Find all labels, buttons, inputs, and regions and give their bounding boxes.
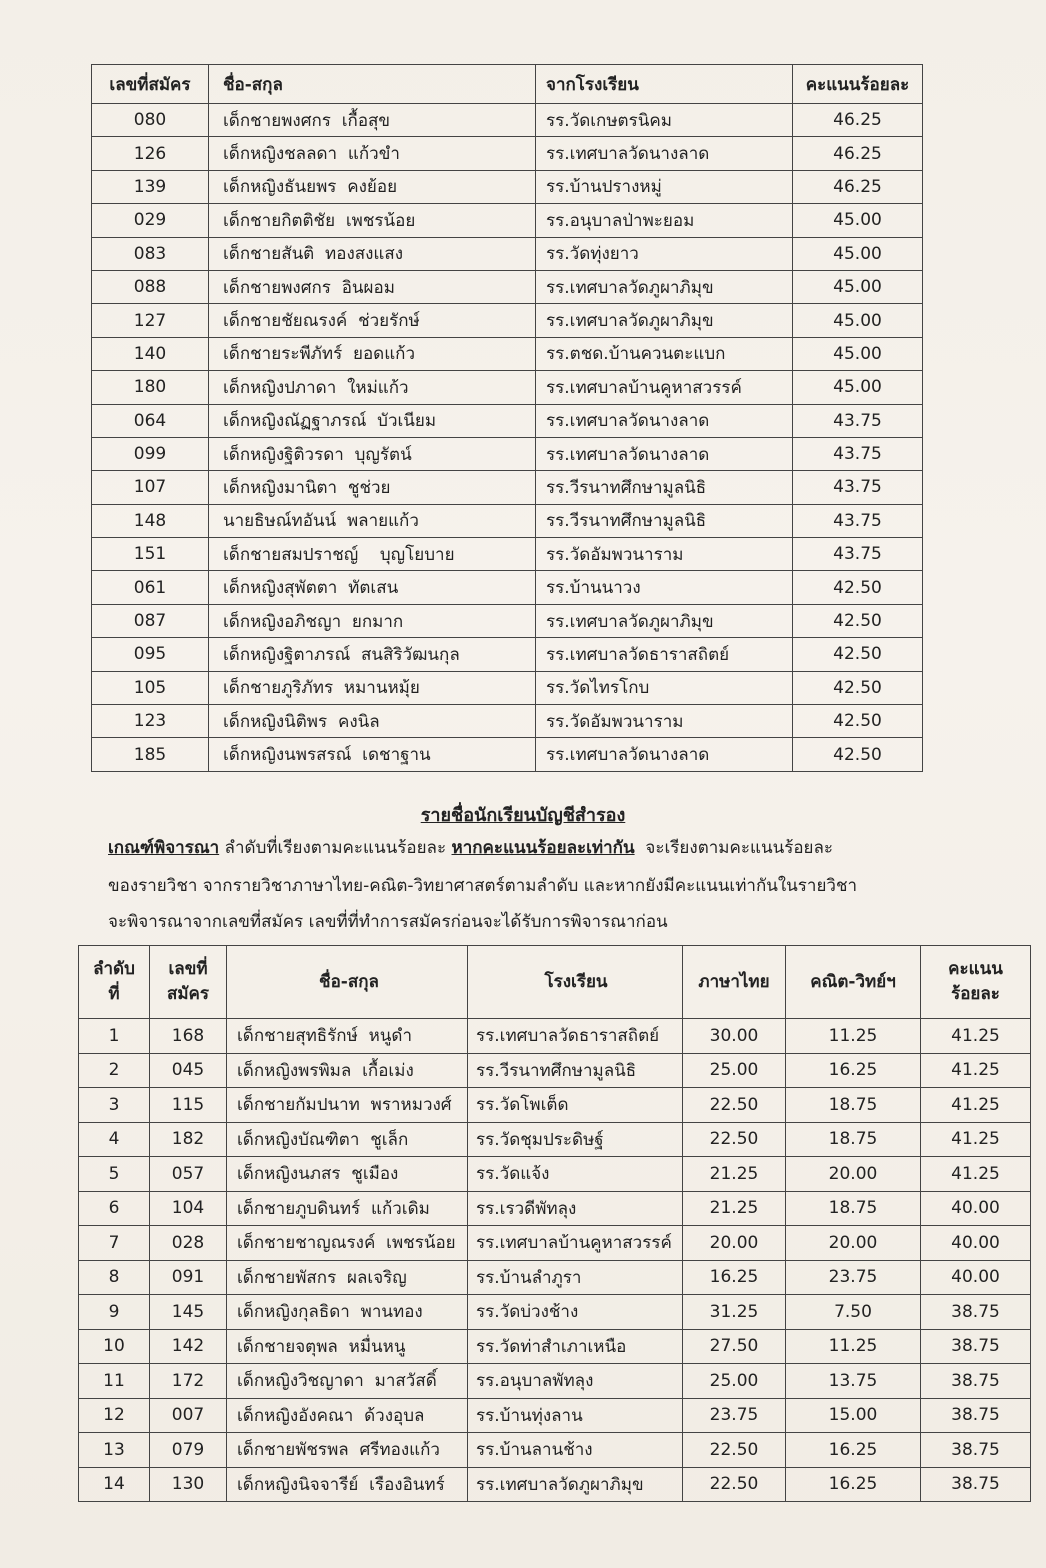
name-cell: เด็กชายพัชรพล ศรีทองแก้ว [227, 1433, 468, 1468]
table-row [79, 1053, 1031, 1088]
table-row [92, 671, 923, 704]
name-cell: เด็กหญิงธันยพร คงย้อย [209, 170, 536, 203]
applicant-no-cell: 142 [150, 1329, 227, 1364]
table-row [92, 604, 923, 637]
percent-cell: 42.50 [793, 604, 923, 637]
table-row [79, 1467, 1031, 1502]
percent-cell: 38.75 [921, 1329, 1031, 1364]
percent-cell: 38.75 [921, 1295, 1031, 1330]
applicant-no-cell: 079 [150, 1433, 227, 1468]
percent-cell: 42.50 [793, 571, 923, 604]
math-sci-score-cell: 18.75 [786, 1088, 921, 1123]
table-row [92, 371, 923, 404]
percent-cell: 42.50 [793, 671, 923, 704]
school-cell: รร.วีรนาทศึกษามูลนิธิ [468, 1053, 683, 1088]
math-sci-score-cell: 20.00 [786, 1226, 921, 1261]
percent-cell: 46.25 [793, 137, 923, 170]
header-applicant-no: เลขที่ สมัคร [150, 946, 227, 1019]
thai-score-cell: 22.50 [683, 1088, 786, 1123]
applicant-no-cell: 130 [150, 1467, 227, 1502]
percent-cell: 38.75 [921, 1398, 1031, 1433]
applicant-no-cell: 057 [150, 1157, 227, 1192]
school-cell: รร.บ้านทุ่งลาน [468, 1398, 683, 1433]
table-row [79, 1260, 1031, 1295]
applicant-no-cell: 087 [92, 604, 209, 637]
table-row [79, 1191, 1031, 1226]
math-sci-score-cell: 11.25 [786, 1329, 921, 1364]
rank-cell: 14 [79, 1467, 150, 1502]
section-title: รายชื่อนักเรียนบัญชีสำรอง [420, 805, 626, 826]
percent-cell: 41.25 [921, 1019, 1031, 1054]
table-row [79, 1226, 1031, 1261]
name-cell: เด็กหญิงพรพิมล เกื้อเม่ง [227, 1053, 468, 1088]
school-cell: รร.วัดอัมพวนาราม [536, 538, 793, 571]
table-row [92, 738, 923, 771]
percent-cell: 45.00 [793, 270, 923, 303]
name-cell: เด็กหญิงมานิตา ชูช่วย [209, 471, 536, 504]
table-row [79, 1295, 1031, 1330]
name-cell: เด็กหญิงนภสร ชูเมือง [227, 1157, 468, 1192]
math-sci-score-cell: 18.75 [786, 1122, 921, 1157]
applicant-no-cell: 080 [92, 104, 209, 137]
applicant-no-cell: 045 [150, 1053, 227, 1088]
table-row [79, 1122, 1031, 1157]
school-cell: รร.เทศบาลวัดภูผาภิมุข [468, 1467, 683, 1502]
school-cell: รร.วัดแจ้ง [468, 1157, 683, 1192]
percent-cell: 45.00 [793, 304, 923, 337]
table-row [79, 1157, 1031, 1192]
table-row [92, 204, 923, 237]
rank-cell: 10 [79, 1329, 150, 1364]
percent-cell: 38.75 [921, 1433, 1031, 1468]
rank-cell: 12 [79, 1398, 150, 1433]
header-thai: ภาษาไทย [683, 946, 786, 1019]
table-row [79, 1019, 1031, 1054]
table-row [92, 270, 923, 303]
school-cell: รร.เทศบาลวัดธาราสถิตย์ [536, 638, 793, 671]
table-row [79, 1088, 1031, 1123]
percent-cell: 43.75 [793, 437, 923, 470]
school-cell: รร.วีรนาทศึกษามูลนิธิ [536, 504, 793, 537]
header-applicant-no: เลขที่สมัคร [92, 65, 209, 104]
header-percent: คะแนนร้อยละ [793, 65, 923, 104]
applicant-no-cell: 028 [150, 1226, 227, 1261]
school-cell: รร.เทศบาลวัดภูผาภิมุข [536, 304, 793, 337]
applicant-no-cell: 140 [92, 337, 209, 370]
name-cell: เด็กชายกิตติชัย เพชรน้อย [209, 204, 536, 237]
thai-score-cell: 27.50 [683, 1329, 786, 1364]
percent-cell: 42.50 [793, 705, 923, 738]
percent-cell: 45.00 [793, 237, 923, 270]
school-cell: รร.เทศบาลวัดนางลาด [536, 137, 793, 170]
rank-cell: 5 [79, 1157, 150, 1192]
table-row [92, 504, 923, 537]
math-sci-score-cell: 7.50 [786, 1295, 921, 1330]
criteria-emphasis: หากคะแนนร้อยละเท่ากัน [451, 838, 635, 858]
applicant-no-cell: 107 [92, 471, 209, 504]
reserve-list-table [78, 945, 1031, 1502]
name-cell: เด็กชายภูบดินทร์ แก้วเดิม [227, 1191, 468, 1226]
percent-cell: 41.25 [921, 1122, 1031, 1157]
applicant-no-cell: 126 [92, 137, 209, 170]
applicant-no-cell: 145 [150, 1295, 227, 1330]
table-row [79, 1364, 1031, 1399]
school-cell: รร.วีรนาทศึกษามูลนิธิ [536, 471, 793, 504]
percent-cell: 43.75 [793, 404, 923, 437]
percent-cell: 40.00 [921, 1260, 1031, 1295]
name-cell: เด็กหญิงณัฏฐาภรณ์ บัวเนียม [209, 404, 536, 437]
percent-cell: 40.00 [921, 1191, 1031, 1226]
applicant-no-cell: 007 [150, 1398, 227, 1433]
name-cell: เด็กหญิงบัณฑิตา ชูเล็ก [227, 1122, 468, 1157]
rank-cell: 2 [79, 1053, 150, 1088]
school-cell: รร.เทศบาลบ้านคูหาสวรรค์ [536, 371, 793, 404]
thai-score-cell: 22.50 [683, 1467, 786, 1502]
percent-cell: 41.25 [921, 1053, 1031, 1088]
school-cell: รร.วัดเกษตรนิคม [536, 104, 793, 137]
school-cell: รร.วัดบ่วงช้าง [468, 1295, 683, 1330]
name-cell: เด็กชายชัยณรงค์ ช่วยรักษ์ [209, 304, 536, 337]
thai-score-cell: 30.00 [683, 1019, 786, 1054]
math-sci-score-cell: 16.25 [786, 1467, 921, 1502]
table-row [92, 104, 923, 137]
percent-cell: 41.25 [921, 1157, 1031, 1192]
school-cell: รร.เทศบาลวัดภูผาภิมุข [536, 270, 793, 303]
header-name: ชื่อ-สกุล [227, 946, 468, 1019]
table-header-row [92, 65, 923, 104]
header-school: โรงเรียน [468, 946, 683, 1019]
thai-score-cell: 25.00 [683, 1364, 786, 1399]
rank-cell: 6 [79, 1191, 150, 1226]
percent-cell: 45.00 [793, 204, 923, 237]
name-cell: เด็กหญิงอังคณา ด้วงอุบล [227, 1398, 468, 1433]
applicant-score-table [91, 64, 923, 772]
school-cell: รร.เทศบาลวัดธาราสถิตย์ [468, 1019, 683, 1054]
percent-cell: 43.75 [793, 538, 923, 571]
applicant-no-cell: 104 [150, 1191, 227, 1226]
name-cell: เด็กชายสมปราชญ์ บุญโยบาย [209, 538, 536, 571]
percent-cell: 46.25 [793, 104, 923, 137]
applicant-no-cell: 185 [92, 738, 209, 771]
school-cell: รร.วัดทุ่งยาว [536, 237, 793, 270]
table-row [92, 404, 923, 437]
name-cell: เด็กชายภูริภัทร หมานหมุ้ย [209, 671, 536, 704]
rank-cell: 1 [79, 1019, 150, 1054]
header-math-sci: คณิต-วิทย์ฯ [786, 946, 921, 1019]
applicant-no-cell: 127 [92, 304, 209, 337]
school-cell: รร.วัดชุมประดิษฐ์ [468, 1122, 683, 1157]
applicant-no-cell: 172 [150, 1364, 227, 1399]
applicant-no-cell: 099 [92, 437, 209, 470]
table-row [79, 1433, 1031, 1468]
school-cell: รร.เรวดีพัทลุง [468, 1191, 683, 1226]
name-cell: เด็กชายพงศกร อินผอม [209, 270, 536, 303]
criteria-text-a: ลำดับที่เรียงตามคะแนนร้อยละ [219, 838, 452, 858]
applicant-no-cell: 029 [92, 204, 209, 237]
percent-cell: 43.75 [793, 504, 923, 537]
thai-score-cell: 23.75 [683, 1398, 786, 1433]
thai-score-cell: 22.50 [683, 1433, 786, 1468]
school-cell: รร.เทศบาลวัดนางลาด [536, 738, 793, 771]
table-row [92, 571, 923, 604]
name-cell: เด็กหญิงฐิตาภรณ์ สนสิริวัฒนกุล [209, 638, 536, 671]
applicant-no-cell: 168 [150, 1019, 227, 1054]
name-cell: เด็กชายสุทธิรักษ์ หนูดำ [227, 1019, 468, 1054]
name-cell: เด็กชายพงศกร เกื้อสุข [209, 104, 536, 137]
math-sci-score-cell: 16.25 [786, 1433, 921, 1468]
header-percent: คะแนน ร้อยละ [921, 946, 1031, 1019]
school-cell: รร.เทศบาลบ้านคูหาสวรรค์ [468, 1226, 683, 1261]
school-cell: รร.อนุบาลพัทลุง [468, 1364, 683, 1399]
applicant-no-cell: 105 [92, 671, 209, 704]
rank-cell: 8 [79, 1260, 150, 1295]
percent-cell: 45.00 [793, 371, 923, 404]
name-cell: เด็กหญิงสุพัตตา ทัตเสน [209, 571, 536, 604]
name-cell: เด็กหญิงนพรสรณ์ เดชาฐาน [209, 738, 536, 771]
applicant-no-cell: 180 [92, 371, 209, 404]
rank-cell: 4 [79, 1122, 150, 1157]
applicant-no-cell: 091 [150, 1260, 227, 1295]
applicant-no-cell: 064 [92, 404, 209, 437]
percent-cell: 43.75 [793, 471, 923, 504]
name-cell: เด็กหญิงวิชญาดา มาสวัสดิ์ [227, 1364, 468, 1399]
school-cell: รร.เทศบาลวัดนางลาด [536, 404, 793, 437]
table-row [92, 170, 923, 203]
rank-cell: 7 [79, 1226, 150, 1261]
school-cell: รร.เทศบาลวัดนางลาด [536, 437, 793, 470]
math-sci-score-cell: 16.25 [786, 1053, 921, 1088]
thai-score-cell: 21.25 [683, 1157, 786, 1192]
name-cell: เด็กหญิงฐิติวรดา บุญรัตน์ [209, 437, 536, 470]
name-cell: เด็กหญิงกุลธิดา พานทอง [227, 1295, 468, 1330]
school-cell: รร.บ้านนาวง [536, 571, 793, 604]
table-row [92, 237, 923, 270]
applicant-no-cell: 151 [92, 538, 209, 571]
criteria-text-b: จะเรียงตามคะแนนร้อยละ [634, 838, 834, 858]
table-row [92, 538, 923, 571]
applicant-no-cell: 088 [92, 270, 209, 303]
rank-cell: 11 [79, 1364, 150, 1399]
table-row [92, 137, 923, 170]
name-cell: เด็กหญิงนิติพร คงนิล [209, 705, 536, 738]
table-row [92, 705, 923, 738]
name-cell: เด็กชายชาญณรงค์ เพชรน้อย [227, 1226, 468, 1261]
criteria-label: เกณฑ์พิจารณา [108, 838, 220, 858]
percent-cell: 45.00 [793, 337, 923, 370]
criteria-line-3: จะพิจารณาจากเลขที่สมัคร เลขที่ที่ทำการสมัครก่อนจะได้รับการพิจารณาก่อน [108, 912, 668, 932]
thai-score-cell: 21.25 [683, 1191, 786, 1226]
thai-score-cell: 25.00 [683, 1053, 786, 1088]
percent-cell: 38.75 [921, 1364, 1031, 1399]
table-row [92, 304, 923, 337]
applicant-no-cell: 139 [92, 170, 209, 203]
table-row [92, 471, 923, 504]
math-sci-score-cell: 23.75 [786, 1260, 921, 1295]
name-cell: เด็กชายสันติ ทองสงแสง [209, 237, 536, 270]
math-sci-score-cell: 11.25 [786, 1019, 921, 1054]
name-cell: เด็กหญิงชลลดา แก้วขำ [209, 137, 536, 170]
applicant-no-cell: 095 [92, 638, 209, 671]
school-cell: รร.วัดท่าสำเภาเหนือ [468, 1329, 683, 1364]
school-cell: รร.บ้านลานช้าง [468, 1433, 683, 1468]
name-cell: เด็กชายจตุพล หมื่นหนู [227, 1329, 468, 1364]
criteria-line-1 [108, 838, 833, 858]
thai-score-cell: 20.00 [683, 1226, 786, 1261]
table-row [92, 337, 923, 370]
school-cell: รร.บ้านลำภูรา [468, 1260, 683, 1295]
header-rank: ลำดับ ที่ [79, 946, 150, 1019]
name-cell: เด็กหญิงอภิชญา ยกมาก [209, 604, 536, 637]
header-school: จากโรงเรียน [536, 65, 793, 104]
criteria-line-2: ของรายวิชา จากรายวิชาภาษาไทย-คณิต-วิทยาศาสตร์ตามลำดับ และหากยังมีคะแนนเท่ากันในรายวิชา [108, 876, 858, 896]
thai-score-cell: 16.25 [683, 1260, 786, 1295]
math-sci-score-cell: 18.75 [786, 1191, 921, 1226]
math-sci-score-cell: 15.00 [786, 1398, 921, 1433]
applicant-no-cell: 083 [92, 237, 209, 270]
name-cell: เด็กชายระพีภัทร์ ยอดแก้ว [209, 337, 536, 370]
school-cell: รร.วัดอัมพวนาราม [536, 705, 793, 738]
school-cell: รร.อนุบาลป่าพะยอม [536, 204, 793, 237]
school-cell: รร.เทศบาลวัดภูผาภิมุข [536, 604, 793, 637]
percent-cell: 38.75 [921, 1467, 1031, 1502]
applicant-no-cell: 148 [92, 504, 209, 537]
math-sci-score-cell: 13.75 [786, 1364, 921, 1399]
name-cell: เด็กหญิงปภาดา ใหม่แก้ว [209, 371, 536, 404]
rank-cell: 9 [79, 1295, 150, 1330]
name-cell: เด็กชายพัสกร ผลเจริญ [227, 1260, 468, 1295]
table-row [79, 1398, 1031, 1433]
school-cell: รร.วัดไทรโกบ [536, 671, 793, 704]
applicant-no-cell: 182 [150, 1122, 227, 1157]
table-header-row [79, 946, 1031, 1019]
name-cell: เด็กชายกัมปนาท พราหมวงศ์ [227, 1088, 468, 1123]
name-cell: นายธิษณ์ทอันน์ พลายแก้ว [209, 504, 536, 537]
school-cell: รร.บ้านปรางหมู่ [536, 170, 793, 203]
math-sci-score-cell: 20.00 [786, 1157, 921, 1192]
applicant-no-cell: 061 [92, 571, 209, 604]
rank-cell: 3 [79, 1088, 150, 1123]
thai-score-cell: 22.50 [683, 1122, 786, 1157]
name-cell: เด็กหญิงนิจจารีย์ เรืองอินทร์ [227, 1467, 468, 1502]
thai-score-cell: 31.25 [683, 1295, 786, 1330]
rank-cell: 13 [79, 1433, 150, 1468]
percent-cell: 42.50 [793, 638, 923, 671]
school-cell: รร.ตชด.บ้านควนตะแบก [536, 337, 793, 370]
table-row [92, 638, 923, 671]
percent-cell: 41.25 [921, 1088, 1031, 1123]
applicant-no-cell: 123 [92, 705, 209, 738]
school-cell: รร.วัดโพเต็ด [468, 1088, 683, 1123]
header-name: ชื่อ-สกุล [209, 65, 536, 104]
table-row [79, 1329, 1031, 1364]
percent-cell: 40.00 [921, 1226, 1031, 1261]
percent-cell: 42.50 [793, 738, 923, 771]
table-row [92, 437, 923, 470]
applicant-no-cell: 115 [150, 1088, 227, 1123]
percent-cell: 46.25 [793, 170, 923, 203]
